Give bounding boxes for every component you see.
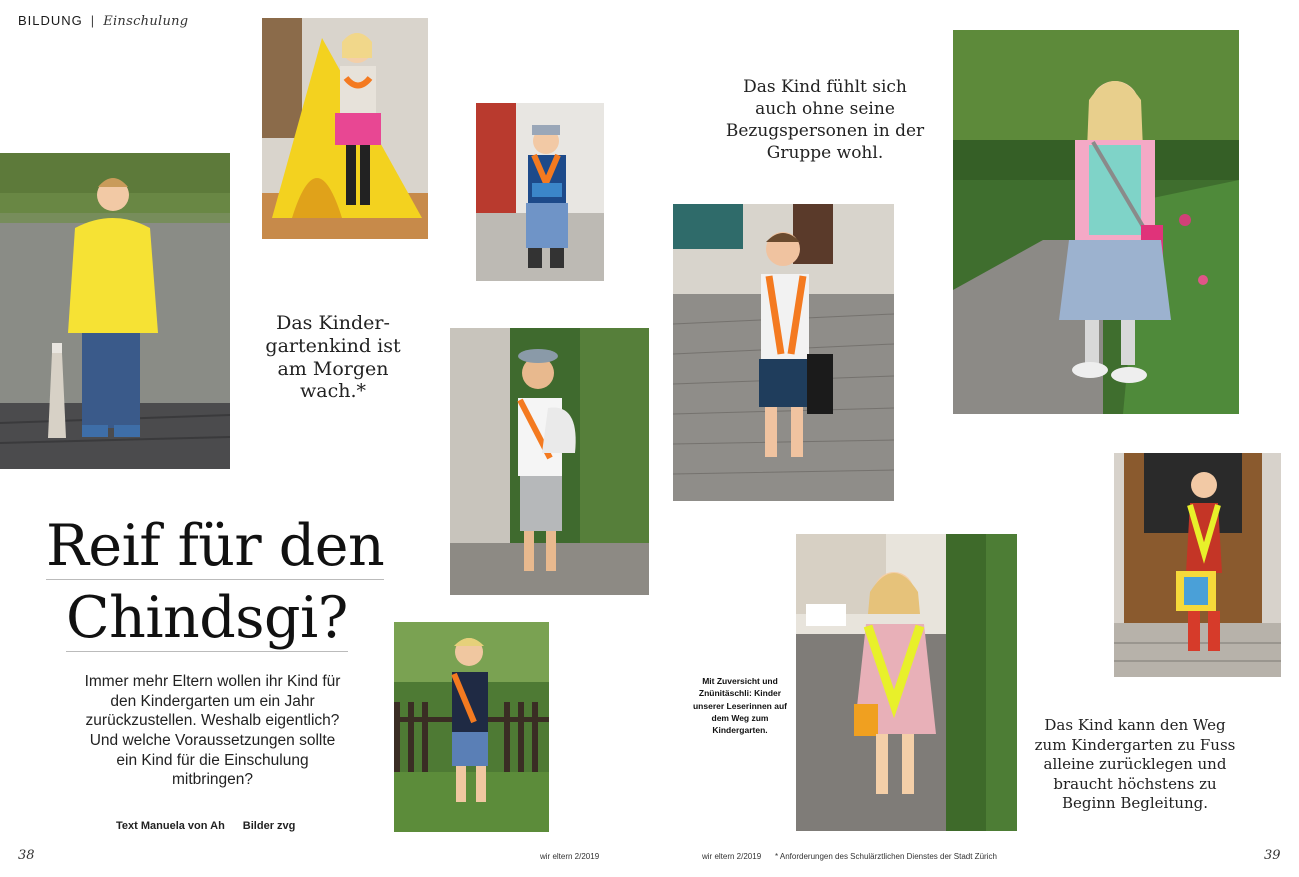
image-credit: Bilder zvg: [242, 820, 296, 832]
photo-boy-cobblestones: [673, 204, 894, 501]
photo-girl-garden: [953, 30, 1239, 414]
headline-line-2: Chindsgi?: [66, 585, 348, 651]
photo-boy-with-map: [450, 328, 649, 595]
author-credit: Text Manuela von Ah: [116, 820, 225, 832]
headline-line-1: Reif für den: [46, 513, 385, 579]
page-number-right: 39: [1264, 848, 1281, 863]
photo-boy-door: [1114, 453, 1281, 677]
header-separator: |: [90, 13, 96, 28]
topic-label: Einschulung: [103, 14, 189, 29]
photo-boy-by-fence: [394, 622, 549, 832]
credits: [116, 820, 295, 832]
section-label: BILDUNG: [18, 13, 83, 28]
photo-boy-sitting: [476, 103, 604, 281]
quote-wellbeing: Das Kind fühlt sich auch ohne seine Bezugspersonen in der Gruppe wohl.: [725, 77, 925, 164]
footer-issue-right: wir eltern 2/2019: [702, 852, 762, 861]
footnote: * Anforderungen des Schulärztlichen Dienstes der Stadt Zürich: [775, 852, 997, 861]
photo-boy-yellow-raincoat: [0, 153, 230, 469]
quote-awake: Das Kinder-gartenkind ist am Morgen wach.*: [265, 312, 401, 403]
photo-girl-tent: [262, 18, 428, 239]
quote-walk-alone: Das Kind kann den Weg zum Kindergarten zu Fuss alleine zurücklegen und braucht höchstens zu Beginn Begleitung.: [1034, 716, 1236, 812]
lead-paragraph: Immer mehr Eltern wollen ihr Kind für den Kindergarten um ein Jahr zurückzustellen. Weshalb eigentlich? Und welche Voraussetzungen sollte ein Kind für die Einschulung mitbringen?: [84, 673, 341, 789]
photo-caption: Mit Zuversicht und Znünitäschli: Kinder unserer Leserinnen auf dem Weg zum Kindergarten.: [692, 676, 787, 736]
photo-girl-walking: [796, 534, 1017, 831]
section-header: [18, 13, 188, 29]
footer-issue-left: wir eltern 2/2019: [540, 852, 600, 861]
page-number-left: 38: [18, 848, 35, 863]
